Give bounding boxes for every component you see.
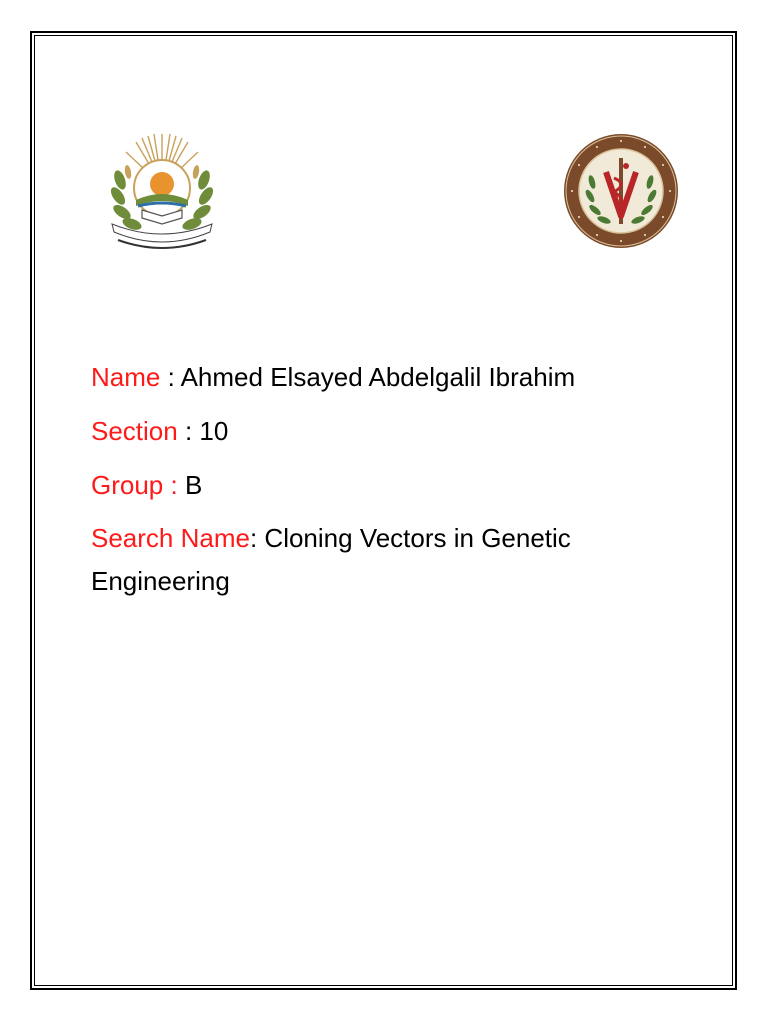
mansoura-university-logo	[104, 128, 220, 250]
search-name-value: Cloning Vectors in Genetic Engineering	[91, 523, 571, 596]
search-name-separator: :	[249, 523, 265, 553]
name-value: Ahmed Elsayed Abdelgalil Ibrahim	[180, 362, 576, 392]
mansoura-university-emblem-icon	[104, 128, 220, 250]
section-line	[91, 414, 691, 448]
section-value: 10	[199, 416, 229, 446]
section-separator: :	[184, 416, 200, 446]
name-separator: :	[167, 362, 181, 392]
group-value: B	[184, 470, 203, 500]
veterinary-medicine-emblem-icon	[562, 132, 680, 250]
group-label: Group :	[91, 470, 185, 500]
name-label: Name	[91, 362, 168, 392]
section-label: Section	[91, 416, 185, 446]
faculty-of-veterinary-medicine-logo	[562, 132, 680, 250]
name-line	[91, 360, 691, 394]
search-name-label: Search Name	[91, 523, 250, 553]
search-name-line	[91, 517, 691, 603]
group-line	[91, 468, 691, 502]
student-info	[91, 360, 691, 623]
